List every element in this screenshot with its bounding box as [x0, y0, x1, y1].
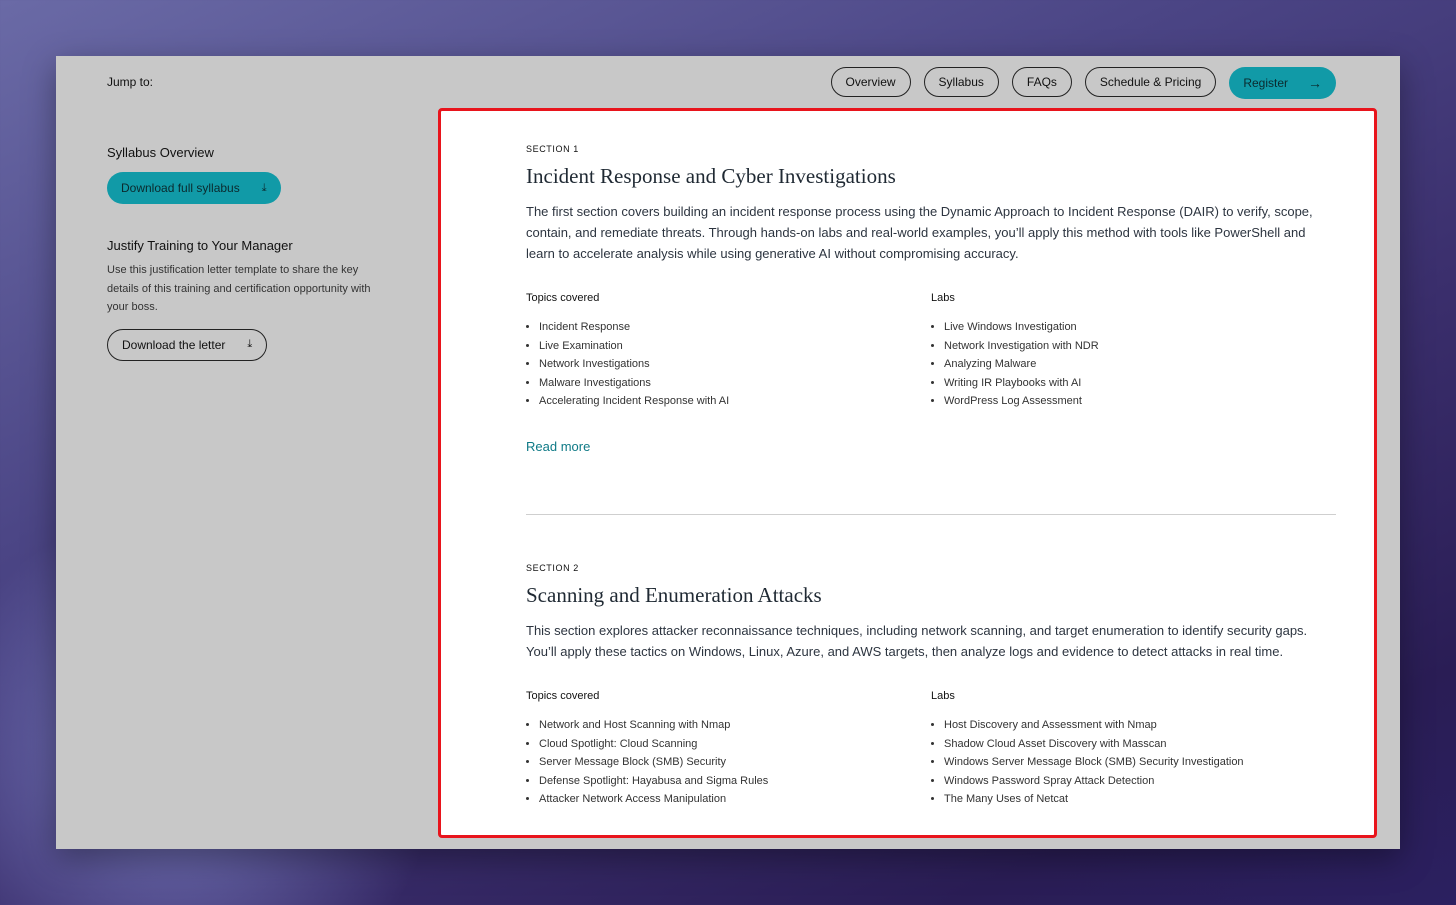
labs-title: Labs	[931, 292, 955, 304]
section-columns	[526, 292, 1336, 411]
list-item: • The Many Uses of Netcat	[944, 790, 1336, 809]
list-item: • Live Examination	[539, 337, 931, 356]
justify-block	[107, 238, 392, 361]
section-columns	[526, 690, 1336, 809]
list-item: • WordPress Log Assessment	[944, 392, 1336, 411]
section-1	[526, 144, 1336, 456]
list-item: • Live Windows Investigation	[944, 318, 1336, 337]
list-item: • Windows Password Spray Attack Detection	[944, 772, 1336, 791]
list-item: • Network Investigation with NDR	[944, 337, 1336, 356]
list-item: • Shadow Cloud Asset Discovery with Masscan	[944, 735, 1336, 754]
list-item: • Analyzing Malware	[944, 355, 1336, 374]
nav-syllabus-button[interactable]: Syllabus	[924, 67, 999, 97]
list-item: • Malware Investigations	[539, 374, 931, 393]
section-title: Incident Response and Cyber Investigations	[526, 164, 896, 188]
topics-list	[526, 716, 931, 809]
jump-to-label: Jump to:	[107, 75, 154, 89]
list-item: • Accelerating Incident Response with AI	[539, 392, 931, 411]
jump-nav	[831, 67, 1336, 99]
topics-column	[526, 690, 931, 809]
justify-training-title: Justify Training to Your Manager	[107, 238, 293, 253]
list-item: • Cloud Spotlight: Cloud Scanning	[539, 735, 931, 754]
section-eyebrow: SECTION 1	[526, 144, 579, 154]
nav-faqs-button[interactable]: FAQs	[1012, 67, 1072, 97]
section-divider	[526, 514, 1336, 515]
topics-list	[526, 318, 931, 411]
syllabus-content-panel	[438, 108, 1377, 838]
list-item: • Incident Response	[539, 318, 931, 337]
list-item: • Defense Spotlight: Hayabusa and Sigma Rules	[539, 772, 931, 791]
download-letter-button[interactable]	[107, 329, 267, 361]
topics-title: Topics covered	[526, 690, 600, 702]
list-item: • Attacker Network Access Manipulation	[539, 790, 931, 809]
justify-training-text: Use this justification letter template to share the key details of this training and certification opportunity with your boss.	[107, 264, 371, 313]
list-item: • Windows Server Message Block (SMB) Security Investigation	[944, 753, 1336, 772]
download-syllabus-button[interactable]	[107, 172, 281, 204]
arrow-right-icon: →	[1308, 75, 1322, 91]
register-label: Register	[1243, 76, 1288, 90]
browser-window	[56, 56, 1400, 849]
download-letter-label: Download the letter	[122, 337, 226, 352]
section-description: This section explores attacker reconnaissance techniques, including network scanning, and target enumeration to identify security gaps. You’ll apply these tactics on Windows, Linux, Azure, and AWS targets, then analyze logs and evidence to detect attacks in real time.	[526, 623, 1308, 659]
list-item: • Network Investigations	[539, 355, 931, 374]
download-icon: ⤓	[247, 338, 253, 350]
section-2	[526, 563, 1336, 809]
labs-list	[931, 318, 1336, 411]
nav-overview-button[interactable]: Overview	[831, 67, 911, 97]
list-item: • Network and Host Scanning with Nmap	[539, 716, 931, 735]
topics-title: Topics covered	[526, 292, 600, 304]
syllabus-overview-title: Syllabus Overview	[107, 145, 214, 160]
download-icon: ⤓	[261, 181, 267, 194]
download-syllabus-label: Download full syllabus	[121, 181, 240, 195]
sidebar	[107, 145, 392, 361]
list-item: • Writing IR Playbooks with AI	[944, 374, 1336, 393]
register-button[interactable]	[1229, 67, 1336, 99]
nav-schedule-pricing-button[interactable]: Schedule & Pricing	[1085, 67, 1216, 97]
section-eyebrow: SECTION 2	[526, 563, 579, 573]
labs-column	[931, 690, 1336, 809]
list-item: • Server Message Block (SMB) Security	[539, 753, 931, 772]
labs-column	[931, 292, 1336, 411]
topics-column	[526, 292, 931, 411]
labs-title: Labs	[931, 690, 955, 702]
list-item: • Host Discovery and Assessment with Nmap	[944, 716, 1336, 735]
section-description: The first section covers building an incident response process using the Dynamic Approach to Incident Response (DAIR) to verify, scope, contain, and remediate threats. Through hands-on labs and real-world examples, you’ll apply this method with tools like PowerShell and learn to accelerate analysis while using generative AI without compromising accuracy.	[526, 204, 1313, 261]
read-more-link[interactable]: Read more	[526, 438, 591, 454]
labs-list	[931, 716, 1336, 809]
section-title: Scanning and Enumeration Attacks	[526, 583, 822, 607]
